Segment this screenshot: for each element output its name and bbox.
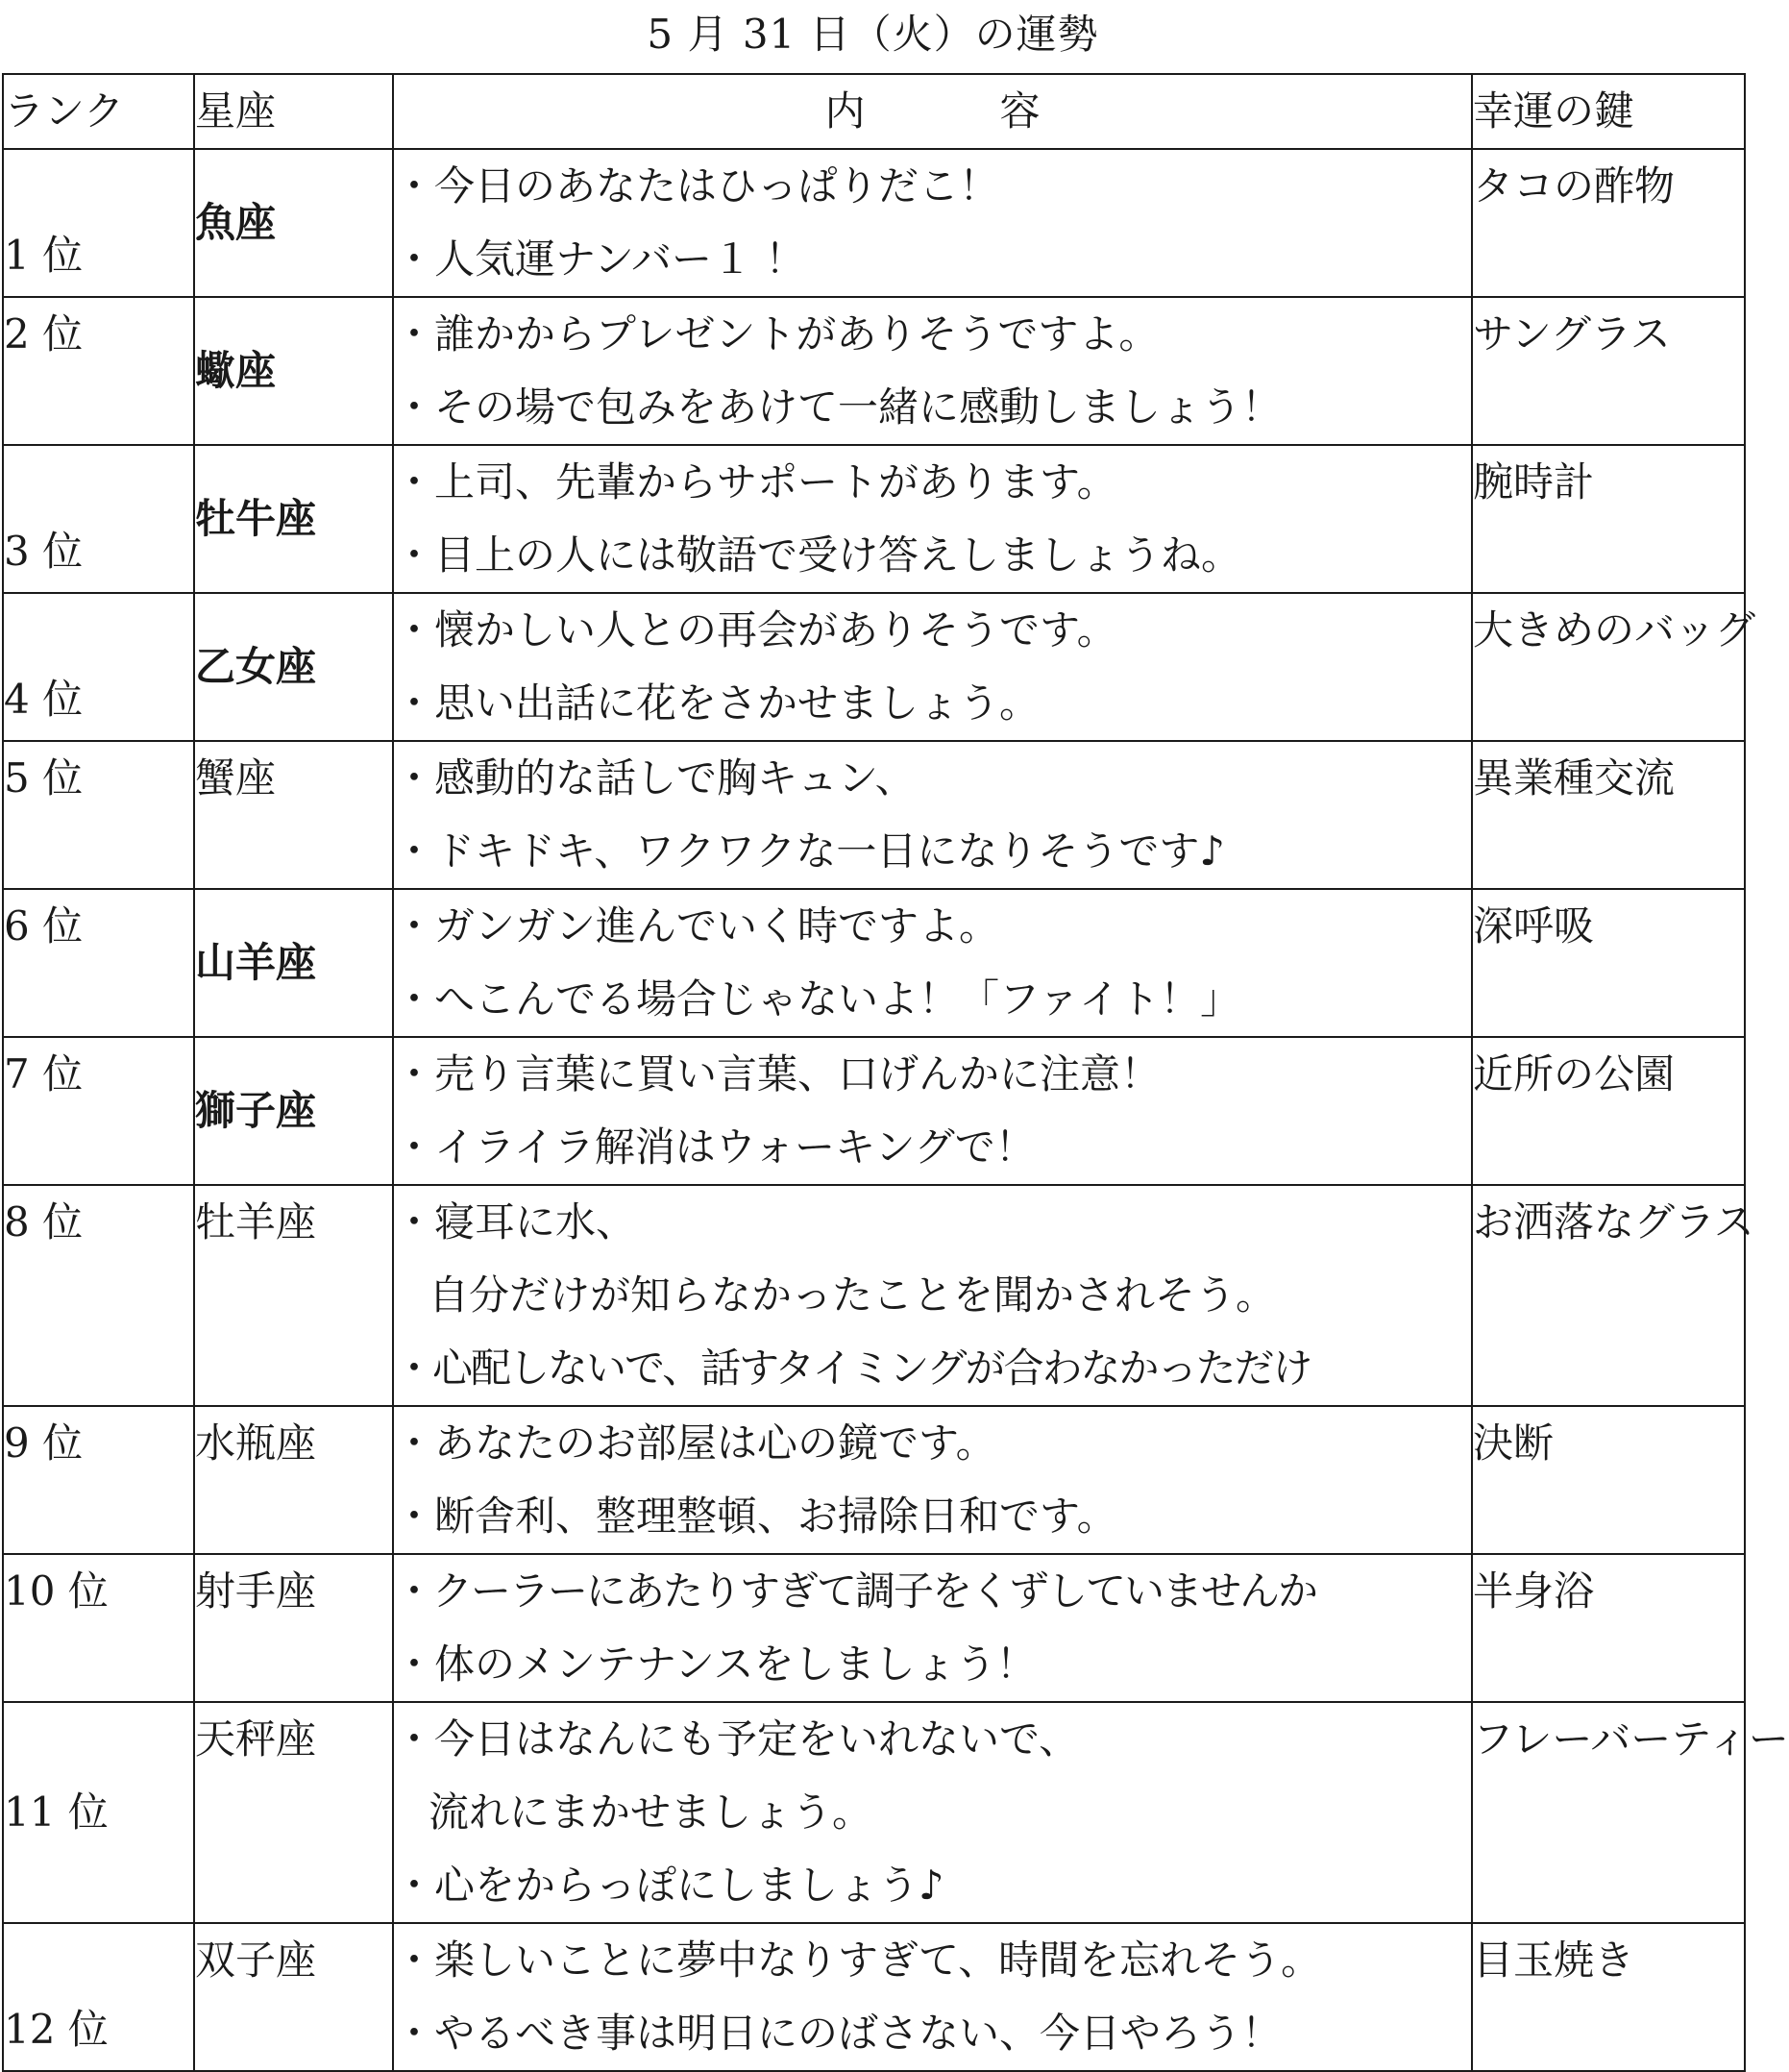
content-cell <box>393 889 1472 1037</box>
content-line: 流れにまかせましょう。 <box>429 1788 873 1836</box>
table-row <box>3 1554 1745 1702</box>
content-cell <box>393 1554 1472 1702</box>
rank-cell: 3 位 <box>3 445 194 593</box>
sign-cell: 牡牛座 <box>194 445 393 593</box>
sign-cell: 獅子座 <box>194 1037 393 1185</box>
header-content <box>393 74 1472 149</box>
content-line: ・体のメンテナンスをしましょう！ <box>394 1640 1037 1688</box>
content-cell <box>393 1037 1472 1185</box>
content-line: ・寝耳に水、 <box>394 1198 637 1246</box>
lucky-key-text: 腕時計 <box>1473 458 1595 506</box>
content-line: ・誰かからプレゼントがありそうですよ。 <box>394 310 1160 358</box>
content-cell <box>393 297 1472 445</box>
content-line: ・その場で包みをあけて一緒に感動しましょう！ <box>394 383 1283 431</box>
content-line: ・ガンガン進んでいく時ですよ。 <box>394 902 1000 950</box>
rank-cell: 1 位 <box>3 149 194 297</box>
table-row <box>3 1923 1745 2071</box>
lucky-key-cell <box>1472 1185 1754 1406</box>
header-lucky-key: 幸運の鍵 <box>1472 74 1745 149</box>
table-row <box>3 889 1745 1037</box>
sign-cell: 射手座 <box>194 1554 393 1702</box>
lucky-key-text: サングラス <box>1473 310 1671 358</box>
rank-cell: 2 位 <box>3 297 194 445</box>
fortune-table <box>2 73 1789 2072</box>
content-cell <box>393 445 1472 593</box>
content-line: ・心をからっぽにしましょう♪ <box>394 1862 944 1909</box>
content-line: ・今日はなんにも予定をいれないで、 <box>394 1715 1080 1763</box>
sign-cell: 蟹座 <box>194 741 393 889</box>
content-line: ・売り言葉に買い言葉、口げんかに注意！ <box>394 1050 1162 1098</box>
rank-cell: 5 位 <box>3 741 194 889</box>
lucky-key-text: 近所の公園 <box>1473 1050 1676 1098</box>
sign-cell: 山羊座 <box>194 889 393 1037</box>
lucky-key-cell <box>1472 445 1745 593</box>
content-line: ・あなたのお部屋は心の鏡です。 <box>394 1419 996 1467</box>
content-line: ・イライラ解消はウォーキングで！ <box>394 1123 1036 1171</box>
table-row <box>3 1702 1745 1923</box>
lucky-key-text: 異業種交流 <box>1473 754 1676 802</box>
rank-cell: 4 位 <box>3 593 194 741</box>
table-row <box>3 445 1745 593</box>
lucky-key-cell <box>1472 1554 1745 1702</box>
content-line: ・今日のあなたはひっぱりだこ！ <box>394 162 1000 210</box>
lucky-key-text: 目玉焼き <box>1473 1936 1635 1984</box>
lucky-key-cell <box>1472 1702 1789 1923</box>
table-row <box>3 593 1745 741</box>
page-title: 5 月 31 日（火）の運勢 <box>647 11 1099 58</box>
content-line: ・思い出話に花をさかせましょう。 <box>394 679 1041 727</box>
content-line: ・やるべき事は明日にのばさない、今日やろう！ <box>394 2010 1283 2057</box>
lucky-key-cell <box>1472 741 1745 889</box>
content-line: ・目上の人には敬語で受け答えしましょうね。 <box>394 531 1242 579</box>
table-header-row <box>3 74 1745 149</box>
content-cell <box>393 149 1472 297</box>
content-cell <box>393 1702 1472 1923</box>
content-line: ・へこんでる場合じゃないよ！「ファイト！」 <box>394 975 1241 1023</box>
header-sign: 星座 <box>194 74 393 149</box>
content-line: ・心配しないで、話すタイミングが合わなかっただけ <box>394 1344 1311 1392</box>
lucky-key-cell <box>1472 297 1745 445</box>
lucky-key-text: 半身浴 <box>1473 1567 1595 1615</box>
content-line: ・ドキドキ、ワクワクな一日になりそうです♪ <box>394 827 1226 875</box>
sign-cell: 蠍座 <box>194 297 393 445</box>
lucky-key-text: 深呼吸 <box>1473 902 1595 950</box>
lucky-key-text: 決断 <box>1473 1419 1555 1467</box>
content-line: ・懐かしい人との再会がありそうです。 <box>394 606 1117 654</box>
lucky-key-cell <box>1472 593 1756 741</box>
lucky-key-text: お洒落なグラス <box>1473 1198 1754 1246</box>
content-cell <box>393 1923 1472 2071</box>
header-content-b: 容 <box>999 87 1041 135</box>
rank-cell: 7 位 <box>3 1037 194 1185</box>
content-line: ・楽しいことに夢中なりすぎて、時間を忘れそう。 <box>394 1936 1322 1984</box>
sign-cell: 水瓶座 <box>194 1406 393 1554</box>
content-line: ・感動的な話しで胸キュン、 <box>394 754 916 802</box>
table-row <box>3 741 1745 889</box>
header-content-a: 内 <box>824 87 866 135</box>
content-line: ・クーラーにあたりすぎて調子をくずしていませんか <box>394 1567 1317 1615</box>
sign-cell: 双子座 <box>194 1923 393 2071</box>
sign-cell: 牡羊座 <box>194 1185 393 1406</box>
lucky-key-cell <box>1472 149 1745 297</box>
lucky-key-text: 大きめのバッグ <box>1473 606 1756 654</box>
content-line: ・断舎利、整理整頓、お掃除日和です。 <box>394 1492 1117 1540</box>
lucky-key-cell <box>1472 1406 1745 1554</box>
content-cell <box>393 593 1472 741</box>
lucky-key-text: タコの酢物 <box>1473 162 1676 210</box>
rank-cell: 12 位 <box>3 1923 194 2071</box>
rank-cell: 9 位 <box>3 1406 194 1554</box>
table-row <box>3 1406 1745 1554</box>
content-line: ・上司、先輩からサポートがあります。 <box>394 458 1117 506</box>
lucky-key-cell <box>1472 889 1745 1037</box>
sign-cell: 乙女座 <box>194 593 393 741</box>
lucky-key-text: フレーバーティー <box>1473 1715 1789 1763</box>
table-row <box>3 149 1745 297</box>
sign-cell: 魚座 <box>194 149 393 297</box>
content-line: 自分だけが知らなかったことを聞かされそう。 <box>429 1271 1277 1319</box>
rank-cell: 6 位 <box>3 889 194 1037</box>
table-row <box>3 1037 1745 1185</box>
table-row <box>3 297 1745 445</box>
content-cell <box>393 1406 1472 1554</box>
lucky-key-cell <box>1472 1923 1745 2071</box>
lucky-key-cell <box>1472 1037 1745 1185</box>
content-line: ・人気運ナンバー１ ！ <box>394 235 806 283</box>
rank-cell: 11 位 <box>3 1702 194 1923</box>
rank-cell: 8 位 <box>3 1185 194 1406</box>
content-cell <box>393 741 1472 889</box>
content-cell <box>393 1185 1472 1406</box>
header-rank: ランク <box>3 74 194 149</box>
sign-cell: 天秤座 <box>194 1702 393 1923</box>
rank-cell: 10 位 <box>3 1554 194 1702</box>
table-row <box>3 1185 1745 1406</box>
